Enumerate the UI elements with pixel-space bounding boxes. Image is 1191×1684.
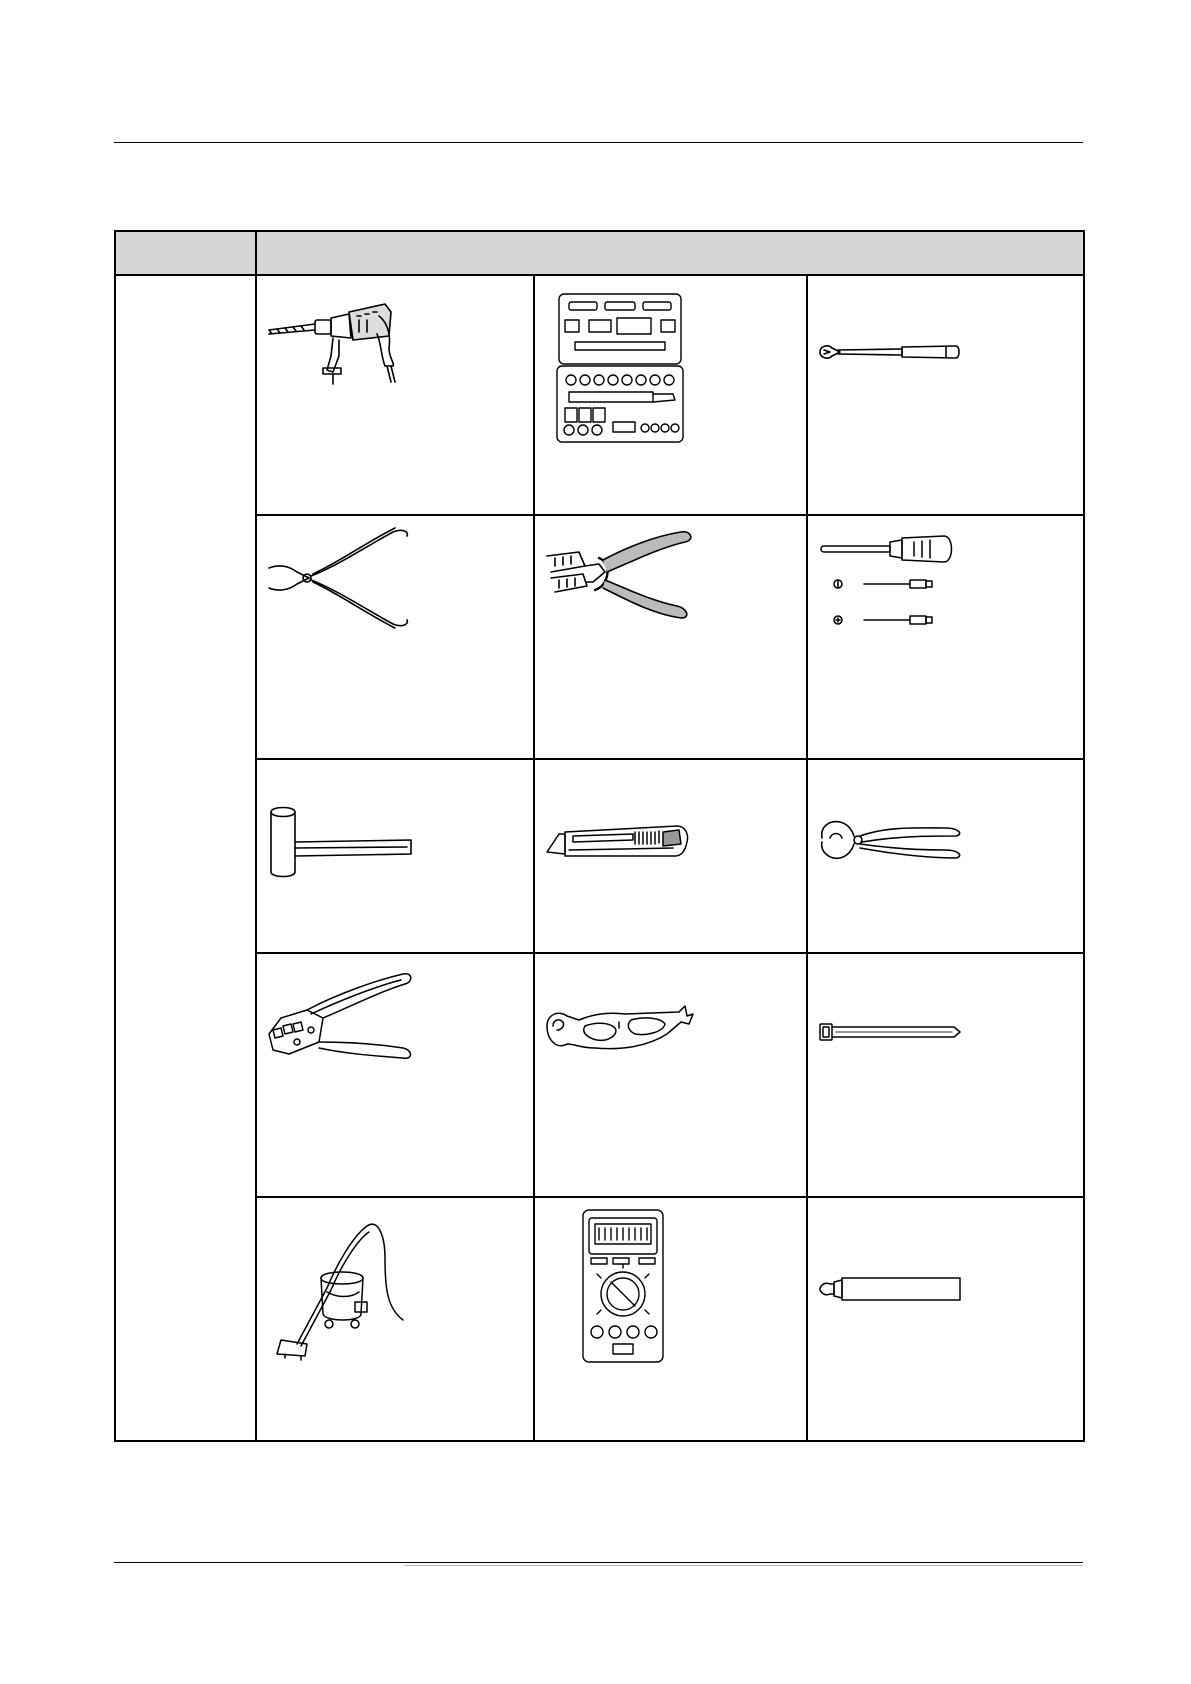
tools-table (114, 230, 1085, 1442)
connector-wrench-icon (545, 964, 695, 1074)
table-row (115, 759, 1084, 953)
diagonal-pliers-icon (267, 526, 417, 646)
utility-knife-icon (545, 770, 695, 880)
table-row (115, 1197, 1084, 1441)
crimping-tool-icon (267, 964, 417, 1074)
multimeter-icon (545, 1208, 695, 1368)
tool-cell-rubber-mallet (256, 759, 534, 953)
header-tools (256, 231, 1084, 275)
footer-rule (114, 1562, 1083, 1563)
cable-cutter-icon (818, 770, 968, 880)
tool-cell-hammer-drill (256, 275, 534, 515)
tool-cell-multimeter (534, 1197, 807, 1441)
tool-cell-torque-screwdriver (807, 515, 1084, 759)
tool-cell-torque-wrench (807, 275, 1084, 515)
table-header-row (115, 231, 1084, 275)
marker-icon (818, 1208, 968, 1318)
table-row (115, 953, 1084, 1197)
tool-cell-wire-stripper (534, 515, 807, 759)
header-category (115, 231, 256, 275)
tool-cell-cable-tie (807, 953, 1084, 1197)
table-row (115, 515, 1084, 759)
torque-wrench-icon (818, 286, 968, 396)
tool-cell-socket-set (534, 275, 807, 515)
tool-cell-connector-wrench (534, 953, 807, 1197)
tool-cell-vacuum-cleaner (256, 1197, 534, 1441)
footer-rule-divider (404, 1565, 1083, 1566)
vacuum-cleaner-icon (267, 1208, 417, 1378)
tool-cell-marker (807, 1197, 1084, 1441)
wire-stripper-icon (545, 526, 695, 626)
rubber-mallet-icon (267, 770, 417, 880)
tool-cell-utility-knife (534, 759, 807, 953)
header-rule (114, 142, 1083, 143)
cable-tie-icon (818, 964, 968, 1074)
tool-cell-cable-cutter (807, 759, 1084, 953)
tool-cell-diagonal-pliers (256, 515, 534, 759)
category-cell (115, 275, 256, 1441)
tool-cell-crimping-tool (256, 953, 534, 1197)
table-row (115, 275, 1084, 515)
torque-screwdriver-icon (818, 526, 968, 646)
socket-wrench-set-icon (545, 286, 695, 446)
hammer-drill-icon (267, 286, 417, 396)
